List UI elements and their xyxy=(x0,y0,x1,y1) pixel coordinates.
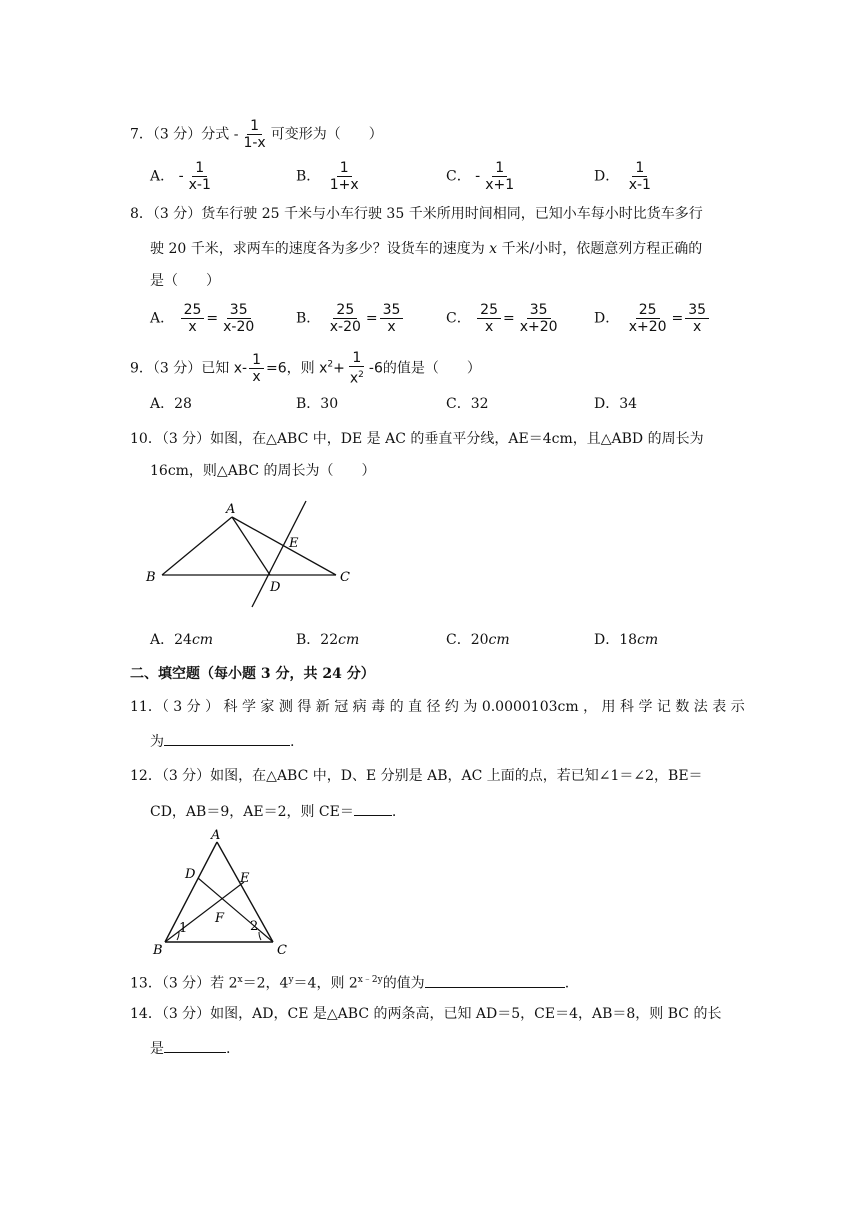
q8-line-1: 8．（3 分）货车行驶 25 千米与小车行驶 35 千米所用时间相同，已知小车每小时比货车多行 xyxy=(130,206,703,222)
q8-line-3: 是（ ） xyxy=(150,273,220,289)
fraction-numerator: 1 xyxy=(192,160,207,177)
q10-line-2: 16cm，则△ABC 的周长为（ ） xyxy=(150,463,376,479)
option-fraction xyxy=(186,160,214,193)
q14-period: . xyxy=(226,1041,231,1057)
q11-answer-blank[interactable] xyxy=(164,731,290,746)
q9-option-a xyxy=(150,394,192,414)
option-fraction-right xyxy=(685,302,709,335)
q14-answer-blank[interactable] xyxy=(164,1038,226,1053)
option-label: C． xyxy=(446,632,471,648)
option-label: A． xyxy=(150,168,175,185)
q14-line-1: 14．（3 分）如图，AD，CE 是△ABC 的两条高，已知 AD＝5，CE＝4，AB＝8，则 BC 的长 xyxy=(130,1006,722,1022)
segment-ac xyxy=(232,517,336,575)
q7-score: （3 分） xyxy=(152,126,202,143)
fraction-numerator: 25 xyxy=(333,302,357,319)
q10-triangle-figure xyxy=(140,495,370,615)
exponent-y: y xyxy=(288,975,294,985)
option-fraction-right xyxy=(517,302,561,335)
q8-line-2 xyxy=(150,239,702,259)
option-label: D． xyxy=(594,632,620,648)
label-c: C xyxy=(277,943,287,958)
q9-fraction-2 xyxy=(347,350,367,387)
angle-2-arc xyxy=(259,932,261,940)
q12-triangle-figure xyxy=(145,826,305,960)
q10-option-d xyxy=(594,630,658,650)
option-label: D． xyxy=(594,310,620,327)
q7-option-a xyxy=(150,160,216,193)
segment-ad xyxy=(232,517,270,575)
fraction-denominator: x-20 xyxy=(223,319,255,335)
label-b: B xyxy=(146,570,156,585)
option-fraction-left xyxy=(477,302,501,335)
segment-ab xyxy=(165,842,217,942)
q12-line-2 xyxy=(150,801,396,822)
q10-option-c xyxy=(446,630,510,650)
segment-ab xyxy=(162,517,232,575)
q10-line-1: 10．（3 分）如图，在△ABC 中，DE 是 AC 的垂直平分线，AE＝4cm，且△ABD 的周长为 xyxy=(130,431,704,447)
fraction-numerator: 1 xyxy=(492,160,507,177)
denominator-base: x xyxy=(349,370,359,387)
fraction-denominator: 1-x xyxy=(243,135,266,151)
option-label: B． xyxy=(296,396,321,412)
fraction-denominator: x xyxy=(484,319,494,335)
segment-cd xyxy=(198,878,273,942)
q8-option-c xyxy=(446,302,563,335)
equals-sign: = xyxy=(503,310,515,327)
q8-text: 千米/小时，依题意列方程正确的 xyxy=(497,241,703,257)
option-value: 22 xyxy=(320,632,339,648)
fraction-numerator: 25 xyxy=(477,302,501,319)
q9-option-c xyxy=(446,394,489,414)
fraction-numerator: 35 xyxy=(227,302,251,319)
fraction-denominator xyxy=(347,367,367,387)
label-a: A xyxy=(211,828,221,843)
fraction-numerator: 1 xyxy=(349,350,364,367)
option-fraction-right xyxy=(220,302,257,335)
label-b: B xyxy=(153,943,163,958)
q9-option-d xyxy=(594,394,637,414)
option-value: 30 xyxy=(320,396,339,412)
fraction-denominator: x-1 xyxy=(188,177,211,193)
fraction-denominator: x-1 xyxy=(628,177,651,193)
fraction-numerator: 1 xyxy=(337,160,352,177)
option-sign: - xyxy=(178,168,184,185)
question-9 xyxy=(130,350,481,387)
option-value: 28 xyxy=(174,396,192,412)
option-label: C． xyxy=(446,396,471,412)
fraction-numerator: 35 xyxy=(685,302,709,319)
equals-sign: = xyxy=(365,310,378,327)
fraction-numerator: 25 xyxy=(636,302,660,319)
q13-period: . xyxy=(564,975,570,992)
fraction-denominator: x+20 xyxy=(519,319,558,335)
q7-suffix: 可变形为（ ） xyxy=(270,126,383,143)
q9-suffix: 的值是（ ） xyxy=(382,360,481,377)
exponent: 2 xyxy=(358,370,364,380)
option-fraction-left xyxy=(626,302,670,335)
question-7 xyxy=(130,118,383,151)
q10-option-b xyxy=(296,630,359,650)
q13-text: ＝2，4 xyxy=(242,975,289,992)
fraction-numerator: 25 xyxy=(181,302,205,319)
fraction-denominator: x xyxy=(188,319,197,335)
option-label: D． xyxy=(594,168,620,185)
q7-number: 7． xyxy=(130,126,153,143)
q8-option-a xyxy=(150,302,259,335)
q8-text: 驶 20 千米，求两车的速度各为多少？设货车的速度为 xyxy=(150,241,490,257)
q11-text: 为 xyxy=(150,734,164,750)
q12-answer-blank[interactable] xyxy=(354,801,392,816)
q14-line-2 xyxy=(150,1038,230,1059)
option-label: B． xyxy=(296,310,321,327)
q9-variable: x xyxy=(319,360,328,377)
q11-period: . xyxy=(290,734,295,750)
label-f: F xyxy=(215,911,225,926)
option-unit: cm xyxy=(488,632,510,648)
option-value: 20 xyxy=(470,632,489,648)
q12-period: . xyxy=(391,804,397,820)
q11-line-2 xyxy=(150,731,294,752)
label-e: E xyxy=(289,536,299,551)
fraction-denominator: x xyxy=(252,368,261,385)
option-value: 32 xyxy=(470,396,489,412)
label-d: D xyxy=(270,580,281,595)
label-d: D xyxy=(185,867,196,882)
exponent: 2 xyxy=(327,359,334,370)
option-fraction-left xyxy=(181,302,205,335)
q9-variable: x xyxy=(233,360,243,377)
q7-option-d xyxy=(594,160,656,193)
minus-sign: - xyxy=(242,360,248,377)
q13-text: ＝4，则 2 xyxy=(293,975,358,992)
fraction-numerator: 35 xyxy=(527,302,551,319)
q13-text: 13．（3 分）若 2 xyxy=(130,975,238,992)
option-fraction xyxy=(327,160,362,193)
plus-sign: + xyxy=(333,360,345,377)
q14-text: 是 xyxy=(150,1041,164,1057)
segment-ac xyxy=(217,842,273,942)
q9-option-b xyxy=(296,394,338,414)
equals-sign: = xyxy=(206,310,219,327)
option-value: 34 xyxy=(619,396,638,412)
label-e: E xyxy=(240,871,250,886)
fraction-numerator: 1 xyxy=(632,160,647,177)
option-unit: cm xyxy=(191,632,214,648)
q7-option-b xyxy=(296,160,364,193)
question-13 xyxy=(130,970,569,994)
label-angle-2: 2 xyxy=(250,919,259,934)
q9-score: （3 分） xyxy=(152,360,202,377)
option-fraction xyxy=(482,160,517,193)
q9-fraction-1 xyxy=(249,352,264,385)
option-label: B． xyxy=(296,168,321,185)
section-heading-fill-in: 二、填空题（每小题 3 分，共 24 分） xyxy=(130,666,375,682)
label-a: A xyxy=(226,502,236,517)
q9-equation: =6，则 xyxy=(266,360,320,377)
fraction-denominator: x-20 xyxy=(329,319,361,335)
option-unit: cm xyxy=(338,632,360,648)
label-c: C xyxy=(340,570,350,585)
fraction-numerator: 1 xyxy=(249,352,264,369)
q8-option-d xyxy=(594,302,711,335)
label-angle-1: 1 xyxy=(179,921,188,936)
q11-line-1: 11．（ 3 分 ） 科 学 家 测 得 新 冠 病 毒 的 直 径 约 为 0.0000103cm ， 用 科 学 记 数 法 表 示 xyxy=(130,699,745,715)
fraction-numerator: 1 xyxy=(247,118,262,135)
q12-text: CD，AB＝9，AE＝2，则 CE＝ xyxy=(150,804,354,820)
q12-line-1: 12．（3 分）如图，在△ABC 中，D、E 分别是 AB，AC 上面的点，若已知∠1＝∠2，BE＝ xyxy=(130,768,703,784)
q8-option-b xyxy=(296,302,405,335)
q13-answer-blank[interactable] xyxy=(425,973,565,988)
option-fraction-left xyxy=(327,302,364,335)
option-label: A． xyxy=(150,310,175,327)
option-unit: cm xyxy=(637,632,659,648)
fraction-numerator: 35 xyxy=(380,302,404,319)
option-sign: - xyxy=(475,168,481,185)
fraction-denominator: 1+x xyxy=(329,177,359,193)
segment-be xyxy=(165,882,244,942)
q8-variable: x xyxy=(489,241,498,257)
option-label: D． xyxy=(594,396,620,412)
exponent-expression: x﹣2y xyxy=(357,975,383,985)
q10-option-a xyxy=(150,630,213,650)
option-fraction-right xyxy=(380,302,404,335)
fraction-denominator: x+20 xyxy=(628,319,667,335)
fraction-denominator: x+1 xyxy=(485,177,515,193)
q9-tail: -6 xyxy=(368,360,383,377)
q13-text: 的值为 xyxy=(382,975,425,992)
option-fraction xyxy=(626,160,654,193)
equals-sign: = xyxy=(671,310,684,327)
option-label: A． xyxy=(150,632,175,648)
option-label: C． xyxy=(446,168,471,185)
q9-number: 9． xyxy=(130,360,153,377)
option-value: 24 xyxy=(174,632,192,648)
q9-prefix: 已知 xyxy=(201,360,234,377)
option-label: C． xyxy=(446,310,471,327)
q7-option-c xyxy=(446,160,519,193)
option-label: B． xyxy=(296,632,321,648)
option-label: A． xyxy=(150,396,175,412)
fraction-denominator: x xyxy=(693,319,702,335)
fraction-denominator: x xyxy=(387,319,396,335)
option-value: 18 xyxy=(619,632,638,648)
exponent-x: x xyxy=(237,975,243,985)
q7-prefix: 分式 - xyxy=(201,126,239,143)
q7-fraction xyxy=(240,118,268,151)
